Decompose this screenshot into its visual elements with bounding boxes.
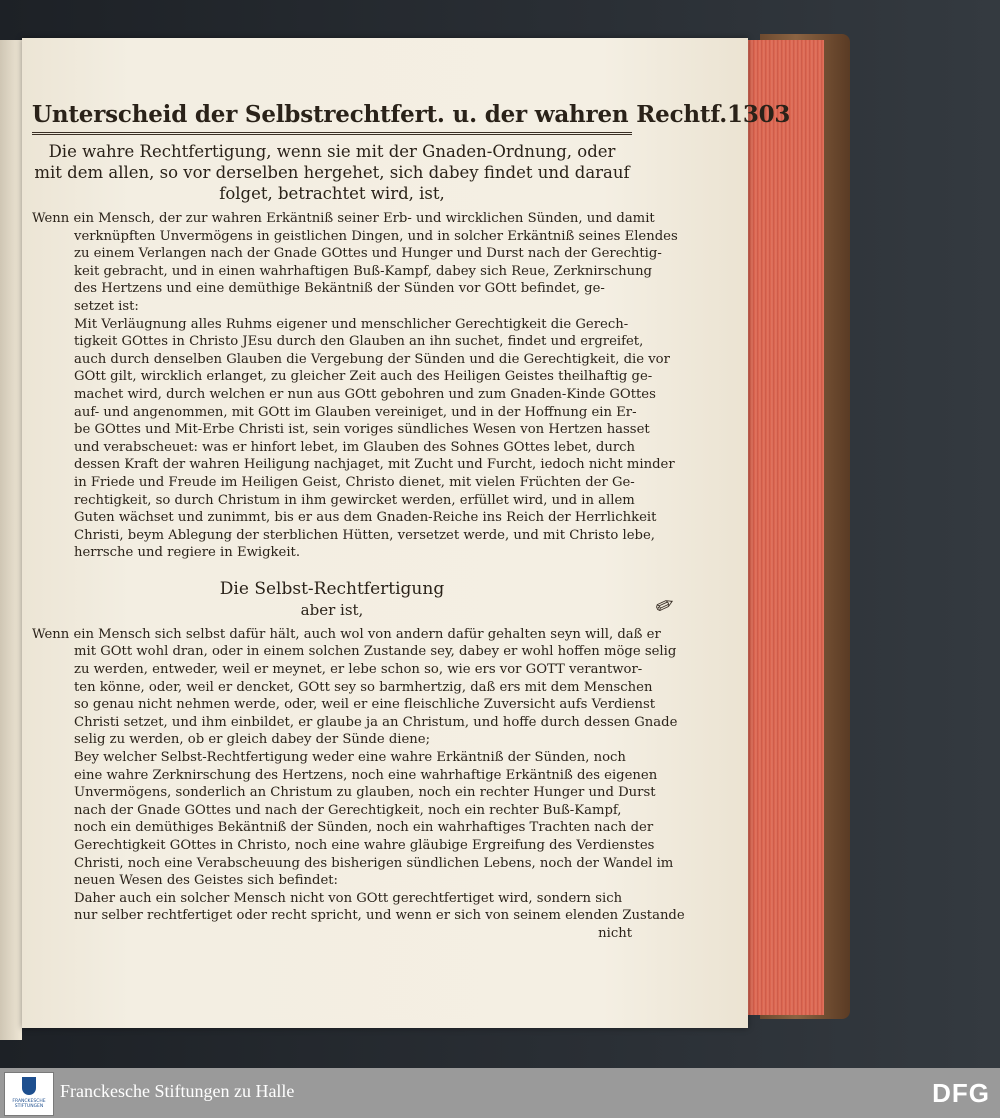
viewer-footer (0, 1068, 1000, 1118)
running-head (32, 100, 791, 135)
text-line: nur selber rechtfertiget oder recht spricht, und wenn er sich von seinem elenden Zustande (74, 908, 685, 924)
text-line: Wenn ein Mensch sich selbst dafür hält, auch wol von andern dafür gehalten seyn will, daß er (32, 626, 661, 642)
text-line: ten könne, oder, weil er dencket, GOtt sey so barmhertzig, daß ers mit dem Menschen (74, 679, 653, 695)
text-line: eine wahre Zerknirschung des Hertzens, noch eine wahrhaftige Erkäntniß des eigenen (74, 767, 658, 783)
text-line: Guten wächset und zunimmt, bis er aus dem Gnaden-Reiche ins Reich der Herrlichkeit (74, 510, 657, 526)
text-line: verknüpften Unvermögens in geistlichen Dingen, und in solcher Erkäntniß seines Elendes (74, 228, 678, 244)
text-line: machet wird, durch welchen er nun aus GOtt gebohren und zum Gnaden-Kinde GOttes (74, 386, 656, 402)
margin-mark-icon: ✎ (651, 592, 682, 619)
page-number: 1303 (727, 101, 791, 128)
text-line: Christi, beym Ablegung der sterblichen Hütten, versetzet werde, und mit Christo lebe, (74, 527, 655, 543)
selbst-rechtfertigung-title: Die Selbst-Rechtfertigung (219, 578, 445, 599)
text-line: in Friede und Freude im Heiligen Geist, Christo dienet, mit vielen Früchten der Ge- (74, 474, 635, 490)
page-content (32, 100, 791, 942)
text-line: Daher auch ein solcher Mensch nicht von GOtt gerechtfertiget wird, sondern sich (74, 890, 623, 906)
shield-icon (22, 1077, 36, 1095)
text-line: mit GOtt wohl dran, oder in einem solchen Zustande sey, dabey er wohl hoffen möge selig (74, 644, 677, 660)
paragraph-2 (32, 316, 675, 562)
text-line: auch durch denselben Glauben die Vergebung der Sünden und die Gerechtigkeit, die vor (74, 351, 670, 367)
institution-name: Franckesche Stiftungen zu Halle (60, 1081, 295, 1101)
text-line: Christi, noch eine Verabscheuung des bisherigen sündlichen Lebens, noch der Wandel im (74, 855, 674, 871)
text-line: zu einem Verlangen nach der Gnade GOttes und Hunger und Durst nach der Gerechtig- (74, 246, 662, 262)
selbst-rechtfertigung-subtitle: aber ist, (300, 600, 364, 619)
paragraph-1 (32, 210, 678, 316)
text-line: tigkeit GOttes in Christo JEsu durch den Glauben an ihn suchet, findet und ergreifet, (74, 334, 644, 350)
text-line: rechtigkeit, so durch Christum in ihm gewircket werden, erfüllet wird, und in allem (74, 492, 635, 508)
text-line: be GOttes und Mit-Erbe Christi ist, sein voriges sündliches Wesen von Hertzen hasset (74, 422, 650, 438)
dfg-logo[interactable]: DFG (932, 1078, 990, 1108)
text-line: nach der Gnade GOttes und nach der Gerechtigkeit, noch ein rechter Buß-Kampf, (74, 802, 622, 818)
text-line: des Hertzens und eine demüthige Bekäntniß der Sünden vor GOtt befindet, ge- (74, 281, 605, 297)
text-line: zu werden, entweder, weil er meynet, er lebe schon so, wie ers vor GOTT verantwor- (74, 662, 643, 678)
text-line: keit gebracht, und in einen wahrhaftigen Buß-Kampf, dabey sich Reue, Zerknirschung (74, 263, 653, 279)
section-heading (32, 141, 632, 204)
paragraph-5 (32, 890, 685, 925)
running-head-title: Unterscheid der Selbstrechtfert. u. der wahren Rechtf. (32, 101, 728, 128)
text-line: Unvermögens, sonderlich an Christum zu glauben, noch ein rechter Hunger und Durst (74, 785, 656, 801)
paragraph-4 (32, 749, 674, 890)
text-line: Mit Verläugnung alles Ruhms eigener und menschlicher Gerechtigkeit die Gerech- (74, 316, 629, 332)
text-line: und verabscheuet: was er hinfort lebet, im Glauben des Sohnes GOttes lebet, durch (74, 439, 636, 455)
franckesche-stiftungen-logo[interactable] (4, 1072, 54, 1116)
text-line: dessen Kraft der wahren Heiligung nachjaget, mit Zucht und Furcht, iedoch nicht minder (74, 457, 675, 473)
binding-left-edge (0, 40, 22, 1040)
book-page (22, 38, 791, 1028)
heading-line: Die wahre Rechtfertigung, wenn sie mit der Gnaden-Ordnung, oder (48, 142, 616, 161)
text-line: Christi setzet, und ihm einbildet, er glaube ja an Christum, und hoffe durch dessen Gnade (74, 714, 678, 730)
text-line: Wenn ein Mensch, der zur wahren Erkäntniß seiner Erb- und wircklichen Sünden, und damit (32, 211, 655, 226)
text-line: setzet ist: (74, 298, 139, 314)
text-line: auf- und angenommen, mit GOtt im Glauben vereiniget, und in der Hoffnung ein Er- (74, 404, 637, 420)
catchword: nicht (598, 925, 632, 941)
text-line: neuen Wesen des Geistes sich befindet: (74, 873, 338, 889)
text-line: Gerechtigkeit GOttes in Christo, noch eine wahre gläubige Ergreifung des Verdienstes (74, 838, 655, 853)
text-line: selig zu werden, ob er gleich dabey der Sünde diene; (74, 732, 431, 748)
text-line: GOtt gilt, wircklich erlanget, zu gleicher Zeit auch des Heiligen Geistes theilhaftig ge- (74, 369, 653, 385)
heading-line: mit dem allen, so vor derselben hergehet, sich dabey findet und darauf (34, 163, 630, 182)
page-block-edge (744, 40, 824, 1015)
logo-caption-line: FRANCKESCHE (12, 1099, 46, 1104)
logo-caption-line: STIFTUNGEN (14, 1104, 44, 1109)
text-line: Bey welcher Selbst-Rechtfertigung weder eine wahre Erkäntniß der Sünden, noch (74, 750, 626, 766)
text-line: herrsche und regiere in Ewigkeit. (74, 545, 301, 561)
heading-line: folget, betrachtet wird, ist, (219, 184, 445, 203)
paragraph-3 (32, 626, 678, 749)
text-line: so genau nicht nehmen werde, oder, weil er eine fleischliche Zuversicht aufs Verdienst (74, 697, 656, 713)
logo-caption (5, 1099, 53, 1109)
text-line: noch ein demüthiges Bekäntniß der Sünden, noch ein wahrhaftiges Trachten nach der (74, 820, 654, 836)
